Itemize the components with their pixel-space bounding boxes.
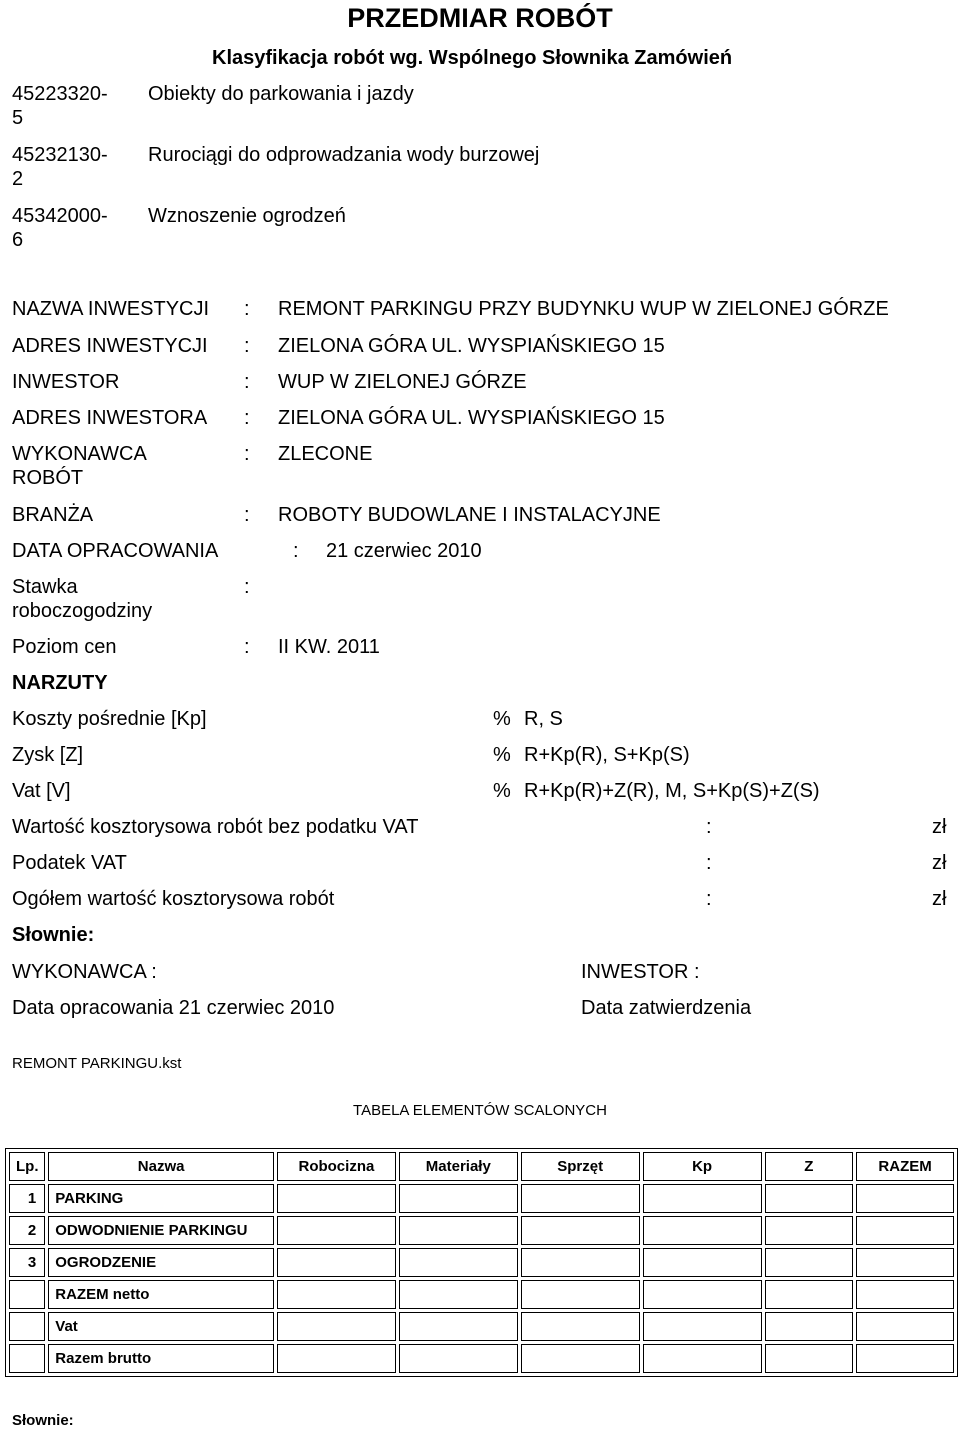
table-cell xyxy=(277,1280,396,1309)
table-cell xyxy=(856,1216,954,1245)
row-number xyxy=(9,1312,45,1341)
colon: : xyxy=(244,371,250,393)
table-row xyxy=(9,1280,954,1309)
row-number: 1 xyxy=(9,1184,45,1213)
surcharge-basis: R+Kp(R), S+Kp(S) xyxy=(524,744,690,766)
column-header-materials: Materiały xyxy=(399,1152,518,1181)
investment-name-value: REMONT PARKINGU PRZY BUDYNKU WUP W ZIELONEJ GÓRZE xyxy=(278,298,889,320)
file-name: REMONT PARKINGU.kst xyxy=(12,1055,182,1072)
investor-address-label: ADRES INWESTORA xyxy=(12,407,208,429)
table-cell xyxy=(399,1344,518,1373)
table-cell xyxy=(399,1312,518,1341)
table-cell xyxy=(643,1216,762,1245)
value-net-label: Wartość kosztorysowa robót bez podatku VAT xyxy=(12,816,419,838)
column-header-total: RAZEM xyxy=(856,1152,954,1181)
investor-signature-label: INWESTOR : xyxy=(581,961,700,983)
table-cell xyxy=(277,1184,396,1213)
table-cell xyxy=(643,1248,762,1277)
hourly-rate-label: Stawka xyxy=(12,576,78,598)
table-cell xyxy=(856,1344,954,1373)
table-row xyxy=(9,1248,954,1277)
footer-in-words-label: Słownie: xyxy=(12,1412,74,1429)
column-header-lp: Lp. xyxy=(9,1152,45,1181)
branch-label: BRANŻA xyxy=(12,504,94,526)
table-cell xyxy=(856,1184,954,1213)
table-cell xyxy=(765,1280,854,1309)
currency-unit: zł xyxy=(932,888,947,910)
colon: : xyxy=(244,443,250,465)
value-total-label: Ogółem wartość kosztorysowa robót xyxy=(12,888,335,910)
price-level-label: Poziom cen xyxy=(12,636,117,658)
currency-unit: zł xyxy=(932,816,947,838)
percent-sign: % xyxy=(493,744,511,766)
table-cell xyxy=(643,1184,762,1213)
colon: : xyxy=(244,636,250,658)
column-header-labor: Robocizna xyxy=(277,1152,396,1181)
table-cell xyxy=(521,1248,640,1277)
table-cell xyxy=(277,1216,396,1245)
table-cell xyxy=(521,1184,640,1213)
branch-value: ROBOTY BUDOWLANE I INSTALACYJNE xyxy=(278,504,661,526)
table-cell xyxy=(765,1248,854,1277)
table-row xyxy=(9,1216,954,1245)
row-name: Razem brutto xyxy=(48,1344,274,1373)
investment-name-label: NAZWA INWESTYCJI xyxy=(12,298,210,320)
cpv-code-suffix: 5 xyxy=(12,107,24,129)
colon: : xyxy=(293,540,299,562)
contractor-signature-label: WYKONAWCA : xyxy=(12,961,157,983)
table-cell xyxy=(399,1248,518,1277)
row-name: RAZEM netto xyxy=(48,1280,274,1309)
investment-address-value: ZIELONA GÓRA UL. WYSPIAŃSKIEGO 15 xyxy=(278,335,665,357)
cpv-code-suffix: 2 xyxy=(12,168,24,190)
surcharge-label: Vat [V] xyxy=(12,780,71,802)
preparation-date-signature: Data opracowania 21 czerwiec 2010 xyxy=(12,997,335,1019)
table-cell xyxy=(643,1312,762,1341)
colon: : xyxy=(244,335,250,357)
contractor-label-line2: ROBÓT xyxy=(12,467,84,489)
cpv-code: 45232130- xyxy=(12,144,108,166)
table-cell xyxy=(521,1216,640,1245)
surcharge-basis: R, S xyxy=(524,708,563,730)
colon: : xyxy=(706,816,712,838)
surcharge-basis: R+Kp(R)+Z(R), M, S+Kp(S)+Z(S) xyxy=(524,780,820,802)
investor-address-value: ZIELONA GÓRA UL. WYSPIAŃSKIEGO 15 xyxy=(278,407,665,429)
column-header-equipment: Sprzęt xyxy=(521,1152,640,1181)
table-cell xyxy=(765,1184,854,1213)
row-number xyxy=(9,1280,45,1309)
cpv-code: 45223320- xyxy=(12,83,108,105)
table-cell xyxy=(856,1248,954,1277)
table-cell xyxy=(399,1216,518,1245)
price-level-value: II KW. 2011 xyxy=(278,636,380,658)
hourly-rate-label-line2: roboczogodziny xyxy=(12,600,153,622)
row-name: ODWODNIENIE PARKINGU xyxy=(48,1216,274,1245)
approval-date-label: Data zatwierdzenia xyxy=(581,997,752,1019)
percent-sign: % xyxy=(493,708,511,730)
colon: : xyxy=(244,576,250,598)
table-cell xyxy=(856,1280,954,1309)
colon: : xyxy=(706,888,712,910)
row-number: 3 xyxy=(9,1248,45,1277)
contractor-label: WYKONAWCA xyxy=(12,443,147,465)
investor-label: INWESTOR xyxy=(12,371,120,393)
column-header-kp: Kp xyxy=(643,1152,762,1181)
cpv-description: Rurociągi do odprowadzania wody burzowej xyxy=(148,144,540,166)
table-row xyxy=(9,1312,954,1341)
colon: : xyxy=(244,298,250,320)
table-cell xyxy=(399,1184,518,1213)
cpv-code-suffix: 6 xyxy=(12,229,24,251)
table-cell xyxy=(765,1312,854,1341)
table-cell xyxy=(277,1248,396,1277)
elements-table xyxy=(5,1148,958,1377)
table-cell xyxy=(521,1312,640,1341)
column-header-name: Nazwa xyxy=(48,1152,274,1181)
in-words-label: Słownie: xyxy=(12,924,95,946)
preparation-date-value: 21 czerwiec 2010 xyxy=(326,540,482,562)
classification-subtitle: Klasyfikacja robót wg. Wspólnego Słownika Zamówień xyxy=(212,47,733,69)
row-name: PARKING xyxy=(48,1184,274,1213)
table-cell xyxy=(521,1344,640,1373)
row-number xyxy=(9,1344,45,1373)
row-name: OGRODZENIE xyxy=(48,1248,274,1277)
table-title: TABELA ELEMENTÓW SCALONYCH xyxy=(353,1102,607,1119)
table-cell xyxy=(277,1344,396,1373)
page-title: PRZEDMIAR ROBÓT xyxy=(347,3,613,33)
table-cell xyxy=(399,1280,518,1309)
cpv-description: Wznoszenie ogrodzeń xyxy=(148,205,346,227)
preparation-date-label: DATA OPRACOWANIA xyxy=(12,540,219,562)
surcharge-label: Zysk [Z] xyxy=(12,744,84,766)
table-cell xyxy=(277,1312,396,1341)
row-number: 2 xyxy=(9,1216,45,1245)
cpv-description: Obiekty do parkowania i jazdy xyxy=(148,83,414,105)
investment-address-label: ADRES INWESTYCJI xyxy=(12,335,208,357)
investor-value: WUP W ZIELONEJ GÓRZE xyxy=(278,371,527,393)
vat-tax-label: Podatek VAT xyxy=(12,852,127,874)
percent-sign: % xyxy=(493,780,511,802)
surcharges-heading: NARZUTY xyxy=(12,672,108,694)
colon: : xyxy=(244,504,250,526)
cpv-code: 45342000- xyxy=(12,205,108,227)
table-cell xyxy=(856,1312,954,1341)
column-header-z: Z xyxy=(765,1152,854,1181)
table-row xyxy=(9,1344,954,1373)
table-cell xyxy=(765,1344,854,1373)
table-cell xyxy=(643,1344,762,1373)
contractor-value: ZLECONE xyxy=(278,443,373,465)
row-name: Vat xyxy=(48,1312,274,1341)
table-row xyxy=(9,1184,954,1213)
currency-unit: zł xyxy=(932,852,947,874)
colon: : xyxy=(244,407,250,429)
table-cell xyxy=(643,1280,762,1309)
surcharge-label: Koszty pośrednie [Kp] xyxy=(12,708,207,730)
table-cell xyxy=(521,1280,640,1309)
colon: : xyxy=(706,852,712,874)
table-header-row xyxy=(9,1152,954,1181)
table-cell xyxy=(765,1216,854,1245)
